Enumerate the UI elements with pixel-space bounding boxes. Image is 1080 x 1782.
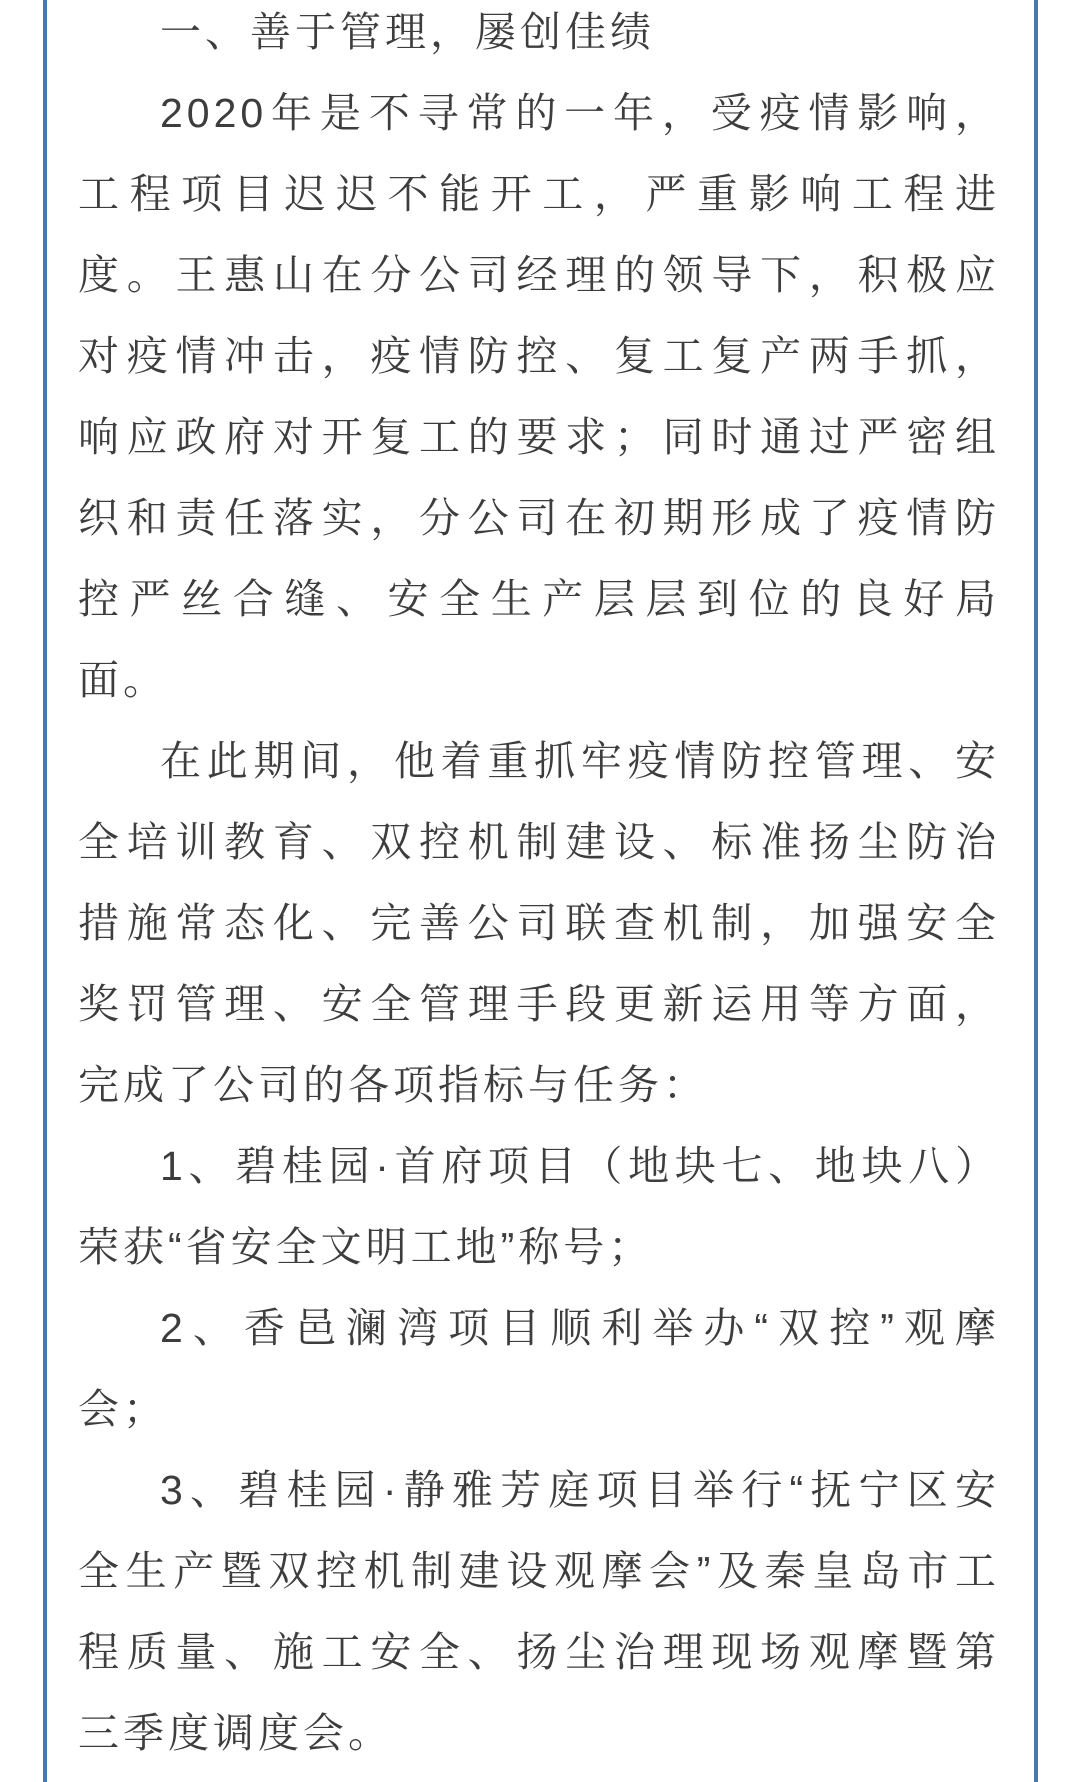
text-line: 织和责任落实，分公司在初期形成了疫情防 (78, 495, 1000, 541)
text-line: 完成了公司的各项指标与任务： (78, 1062, 708, 1108)
text-line: 2、香邑澜湾项目顺利举办“双控”观摩 (160, 1305, 1000, 1351)
text-line: 面。 (78, 657, 168, 703)
text-line: 全生产暨双控机制建设观摩会”及秦皇岛市工 (78, 1548, 1000, 1594)
text-line: 措施常态化、完善公司联查机制，加强安全 (78, 900, 1000, 946)
text-line: 2020年是不寻常的一年，受疫情影响， (160, 90, 1000, 136)
article-body (78, 0, 1000, 1774)
text-line: 在此期间，他着重抓牢疫情防控管理、安 (160, 738, 1000, 784)
text-line: 3、碧桂园·静雅芳庭项目举行“抚宁区安 (160, 1467, 1000, 1513)
right-border-line (1034, 0, 1038, 1782)
text-line: 对疫情冲击，疫情防控、复工复产两手抓， (78, 333, 1000, 379)
text-line: 程质量、施工安全、扬尘治理现场观摩暨第 (78, 1629, 1000, 1675)
text-line: 1、碧桂园·首府项目（地块七、地块八） (160, 1143, 1000, 1189)
section-heading: 一、善于管理，屡创佳绩 (160, 9, 655, 55)
text-line: 会； (78, 1386, 168, 1432)
text-line: 三季度调度会。 (78, 1710, 393, 1756)
text-line: 响应政府对开复工的要求；同时通过严密组 (78, 414, 1000, 460)
text-line: 工程项目迟迟不能开工，严重影响工程进 (78, 171, 1000, 217)
text-line: 度。王惠山在分公司经理的领导下，积极应 (78, 252, 1000, 298)
text-line: 奖罚管理、安全管理手段更新运用等方面， (78, 981, 1000, 1027)
text-line: 全培训教育、双控机制建设、标准扬尘防治 (78, 819, 1000, 865)
left-border-line (43, 0, 47, 1782)
text-line: 荣获“省安全文明工地”称号； (78, 1224, 654, 1270)
text-line: 控严丝合缝、安全生产层层到位的良好局 (78, 576, 1000, 622)
